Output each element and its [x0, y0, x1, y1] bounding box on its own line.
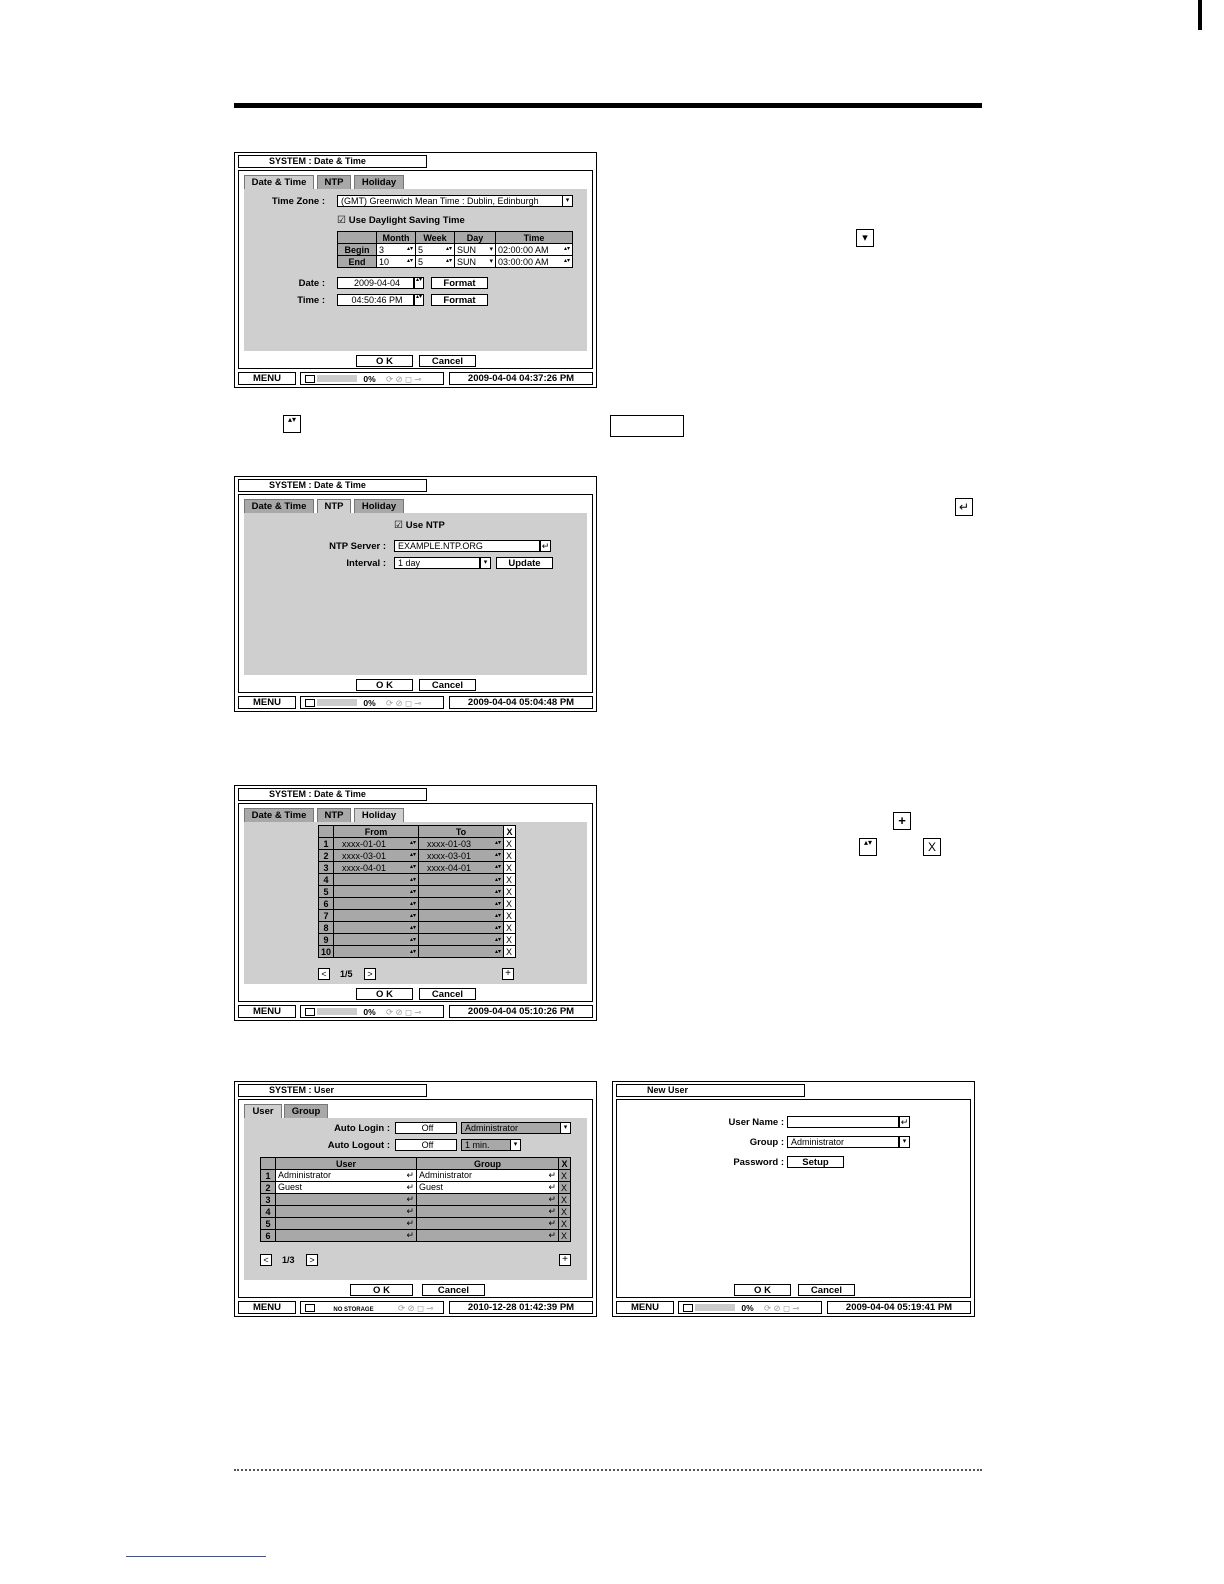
screen-user: [234, 1081, 597, 1317]
username-label: User Name :: [728, 1117, 784, 1128]
enter-icon: ↵: [548, 1170, 556, 1180]
from-field[interactable]: [334, 886, 419, 898]
time-format-button[interactable]: Format: [431, 294, 488, 306]
status-icons: ⟳ ⊘ ◻ ⊸: [386, 374, 422, 384]
from-field[interactable]: xxxx-01-01 ▴▾: [334, 838, 419, 850]
group-field[interactable]: Guest ↵: [417, 1182, 559, 1194]
from-field[interactable]: [334, 946, 419, 958]
spinner-icon: ▴▾: [494, 851, 502, 858]
window-title: SYSTEM : Date & Time: [238, 155, 427, 168]
delete-icon[interactable]: X: [559, 1206, 571, 1218]
delete-icon[interactable]: X: [559, 1230, 571, 1242]
window-frame: [238, 170, 593, 369]
user-field[interactable]: Administrator ↵: [276, 1170, 417, 1182]
window-frame: [238, 1099, 593, 1298]
spinner-icon: ▴▾: [409, 889, 417, 895]
footer-rule: [234, 1469, 982, 1471]
auto-logout-field[interactable]: Off: [395, 1139, 457, 1151]
hdd-icon: [305, 1304, 315, 1312]
status-bar: [238, 1005, 593, 1018]
timezone-select[interactable]: (GMT) Greenwich Mean Time : Dublin, Edinburgh: [337, 195, 563, 207]
ok-button[interactable]: O K: [734, 1284, 791, 1296]
window-frame: [616, 1099, 971, 1298]
date-label: Date :: [298, 278, 325, 289]
to-field[interactable]: xxxx-03-01 ▴▾: [419, 850, 504, 862]
from-field[interactable]: xxxx-03-01 ▴▾: [334, 850, 419, 862]
page-indicator: 1/5: [340, 969, 353, 979]
delete-icon[interactable]: X: [504, 874, 516, 886]
spinner-icon[interactable]: ▴▾: [414, 294, 424, 306]
delete-icon[interactable]: X: [559, 1218, 571, 1230]
ok-button[interactable]: O K: [356, 355, 413, 367]
spinner-icon: ▴▾: [494, 937, 502, 943]
hdd-usage: [678, 1301, 822, 1314]
spinner-icon: ▴▾: [494, 877, 502, 883]
corner-cell: [261, 1158, 276, 1170]
delete-icon[interactable]: X: [504, 910, 516, 922]
username-field[interactable]: [787, 1116, 899, 1128]
dst-week-field[interactable]: 5 ▴▾: [416, 256, 455, 268]
spinner-icon: ▴▾: [283, 415, 301, 433]
tab-holiday[interactable]: Holiday: [354, 175, 404, 189]
dst-checkbox[interactable]: [337, 215, 465, 226]
to-field[interactable]: [419, 874, 504, 886]
use-ntp-label: Use NTP: [405, 520, 445, 531]
enter-icon[interactable]: ↵: [900, 1117, 909, 1127]
spinner-icon: ▴▾: [409, 913, 417, 919]
tab-ntp[interactable]: NTP: [317, 175, 351, 189]
chevron-down-icon[interactable]: ▾: [489, 245, 493, 253]
status-bar: [616, 1301, 971, 1314]
chevron-down-icon[interactable]: ▾: [562, 195, 573, 207]
status-icons: ⟳ ⊘ ◻ ⊸: [386, 698, 422, 708]
col-delete: X: [504, 826, 516, 838]
tab-holiday[interactable]: Holiday: [354, 499, 404, 513]
spinner-icon: ▴▾: [409, 949, 417, 955]
group-field[interactable]: [417, 1194, 559, 1206]
group-field[interactable]: Administrator ↵: [417, 1170, 559, 1182]
to-field[interactable]: [419, 886, 504, 898]
checkbox-checked-icon: ☑: [337, 215, 346, 226]
status-bar: [238, 372, 593, 385]
spinner-icon[interactable]: ▴▾: [445, 257, 452, 264]
dst-day-select[interactable]: SUN ▾: [455, 256, 496, 268]
delete-icon[interactable]: X: [504, 946, 516, 958]
dst-header: Month: [377, 232, 416, 244]
auto-logout-label: Auto Logout :: [327, 1140, 390, 1151]
chevron-down-icon[interactable]: ▾: [899, 1136, 910, 1148]
table-row: 10 ▴▾ ▴▾ X: [319, 946, 516, 958]
spinner-icon: ▴▾: [409, 863, 417, 870]
spinner-icon[interactable]: ▴▾: [406, 245, 413, 252]
enter-icon: ↵: [406, 1206, 414, 1216]
to-field[interactable]: [419, 898, 504, 910]
screen-date-time: [234, 152, 597, 388]
col-user: User: [276, 1158, 417, 1170]
dst-corner: [338, 232, 377, 244]
checkbox-checked-icon: ☑: [394, 520, 403, 531]
table-row: 3 ↵ ↵ X: [261, 1194, 571, 1206]
hdd-usage: [300, 1005, 444, 1018]
password-label: Password :: [733, 1157, 784, 1168]
user-field[interactable]: [276, 1194, 417, 1206]
dst-header: Week: [416, 232, 455, 244]
dst-month-field[interactable]: 10 ▴▾: [377, 256, 416, 268]
cancel-button[interactable]: Cancel: [422, 1284, 485, 1296]
col-from: From: [334, 826, 419, 838]
user-field[interactable]: [276, 1230, 417, 1242]
clock: 2009-04-04 05:10:26 PM: [449, 1005, 593, 1018]
interval-select[interactable]: 1 day: [394, 557, 480, 569]
tab-holiday[interactable]: Holiday: [354, 808, 404, 822]
clock: 2009-04-04 05:19:41 PM: [827, 1301, 971, 1314]
spinner-icon: ▴▾: [409, 925, 417, 931]
delete-icon[interactable]: X: [504, 850, 516, 862]
ok-button[interactable]: O K: [356, 988, 413, 1000]
dst-time-field[interactable]: 02:00:00 AM ▴▾: [496, 244, 573, 256]
dst-header: Day: [455, 232, 496, 244]
chevron-down-icon[interactable]: ▾: [560, 1122, 571, 1134]
window-title: SYSTEM : User: [238, 1084, 427, 1097]
enter-icon: ↵: [548, 1218, 556, 1228]
table-row: 4 ▴▾ ▴▾ X: [319, 874, 516, 886]
delete-icon[interactable]: X: [559, 1170, 571, 1182]
col-group: Group: [417, 1158, 559, 1170]
spinner-icon: ▴▾: [494, 889, 502, 895]
enter-icon: ↵: [406, 1182, 414, 1192]
hdd-progress: [317, 1008, 357, 1015]
hdd-percent: 0%: [741, 1303, 754, 1313]
time-label: Time :: [297, 295, 325, 306]
page-edge-bar: [1198, 0, 1202, 30]
ntp-server-field[interactable]: EXAMPLE.NTP.ORG: [394, 540, 540, 552]
user-field[interactable]: Guest ↵: [276, 1182, 417, 1194]
spinner-icon: ▴▾: [409, 901, 417, 907]
hdd-progress: [317, 375, 357, 382]
enter-icon[interactable]: ↵: [541, 541, 550, 551]
dst-time-field[interactable]: 03:00:00 AM ▴▾: [496, 256, 573, 268]
cancel-button[interactable]: Cancel: [798, 1284, 855, 1296]
col-to: To: [419, 826, 504, 838]
ntp-server-label: NTP Server :: [329, 541, 386, 552]
menu-button[interactable]: MENU: [238, 696, 296, 709]
spinner-icon: ▴▾: [409, 877, 417, 883]
status-icons: ⟳ ⊘ ◻ ⊸: [386, 1007, 422, 1017]
from-field[interactable]: xxxx-04-01 ▴▾: [334, 862, 419, 874]
group-select[interactable]: Administrator: [787, 1136, 899, 1148]
corner-cell: [319, 826, 334, 838]
spinner-icon: ▴▾: [859, 838, 877, 856]
enter-icon: ↵: [548, 1182, 556, 1192]
table-row: 1 Administrator ↵ Administrator ↵ X: [261, 1170, 571, 1182]
spinner-icon: ▴▾: [494, 949, 502, 955]
to-field[interactable]: [419, 946, 504, 958]
update-button[interactable]: Update: [496, 557, 553, 569]
page-indicator: 1/3: [282, 1255, 295, 1265]
hdd-usage: [300, 696, 444, 709]
enter-icon: ↵: [955, 498, 973, 516]
chevron-down-icon[interactable]: ▾: [489, 257, 493, 265]
spinner-icon[interactable]: ▴▾: [563, 257, 570, 264]
table-row: 1 xxxx-01-01 ▴▾ xxxx-01-03 ▴▾ X: [319, 838, 516, 850]
table-row: 4 ↵ ↵ X: [261, 1206, 571, 1218]
spinner-icon: ▴▾: [409, 839, 417, 846]
tab-date-time[interactable]: Date & Time: [244, 175, 314, 189]
tab-panel: [244, 189, 587, 351]
delete-icon[interactable]: X: [504, 862, 516, 874]
cancel-button[interactable]: Cancel: [419, 355, 476, 367]
enter-icon: ↵: [548, 1230, 556, 1240]
spinner-icon: ▴▾: [409, 851, 417, 858]
screen-holiday: [234, 785, 597, 1021]
clock: 2009-04-04 05:04:48 PM: [449, 696, 593, 709]
add-icon[interactable]: +: [502, 968, 514, 980]
auto-logout-time-select[interactable]: 1 min.: [461, 1139, 511, 1151]
user-field[interactable]: [276, 1206, 417, 1218]
screen-ntp: [234, 476, 597, 712]
enter-icon: ↵: [548, 1206, 556, 1216]
dst-month-field[interactable]: 3 ▴▾: [377, 244, 416, 256]
chevron-down-icon: ▾: [856, 229, 874, 247]
clock: 2010-12-28 01:42:39 PM: [449, 1301, 593, 1314]
date-field[interactable]: 2009-04-04: [337, 277, 414, 289]
hdd-icon: [305, 375, 315, 383]
to-field[interactable]: [419, 922, 504, 934]
delete-icon[interactable]: X: [504, 934, 516, 946]
footer-link-underline: [126, 1556, 266, 1557]
tab-group[interactable]: Group: [284, 1104, 328, 1118]
user-field[interactable]: [276, 1218, 417, 1230]
status-icons: ⟳ ⊘ ◻ ⊸: [397, 1303, 434, 1313]
to-field[interactable]: [419, 910, 504, 922]
auto-login-field[interactable]: Off: [395, 1122, 457, 1134]
spinner-icon[interactable]: ▴▾: [563, 245, 570, 252]
use-ntp-checkbox[interactable]: [394, 520, 445, 531]
window-frame: [238, 494, 593, 693]
from-field[interactable]: [334, 934, 419, 946]
timezone-label: Time Zone :: [271, 196, 325, 207]
date-format-button[interactable]: Format: [431, 277, 488, 289]
hdd-percent: 0%: [363, 1007, 376, 1017]
menu-button[interactable]: MENU: [238, 372, 296, 385]
header-rule: [234, 103, 982, 108]
button-sample-icon: [610, 415, 684, 437]
table-row: 3 xxxx-04-01 ▴▾ xxxx-04-01 ▴▾ X: [319, 862, 516, 874]
group-field[interactable]: [417, 1218, 559, 1230]
tab-user[interactable]: User: [244, 1104, 282, 1118]
hdd-percent: 0%: [363, 698, 376, 708]
spinner-icon: ▴▾: [494, 839, 502, 846]
col-delete: X: [559, 1158, 571, 1170]
window-title: New User: [616, 1084, 805, 1097]
prev-page-icon[interactable]: <: [260, 1254, 272, 1266]
hdd-icon: [305, 1008, 315, 1016]
to-field[interactable]: xxxx-01-03 ▴▾: [419, 838, 504, 850]
status-bar: [238, 696, 593, 709]
table-row: 2 xxxx-03-01 ▴▾ xxxx-03-01 ▴▾ X: [319, 850, 516, 862]
menu-button[interactable]: MENU: [238, 1005, 296, 1018]
auto-login-group-select[interactable]: Administrator: [461, 1122, 561, 1134]
menu-button[interactable]: MENU: [616, 1301, 674, 1314]
hdd-icon: [683, 1304, 693, 1312]
prev-page-icon[interactable]: <: [318, 968, 330, 980]
from-field[interactable]: [334, 874, 419, 886]
table-row: 2 Guest ↵ Guest ↵ X: [261, 1182, 571, 1194]
enter-icon: ↵: [406, 1230, 414, 1240]
tab-panel: [244, 822, 587, 984]
to-field[interactable]: [419, 934, 504, 946]
add-icon: +: [893, 812, 911, 830]
next-page-icon[interactable]: >: [364, 968, 376, 980]
dst-label: Use Daylight Saving Time: [348, 215, 465, 226]
status-bar: [238, 1301, 593, 1314]
spinner-icon: ▴▾: [409, 937, 417, 943]
cancel-button[interactable]: Cancel: [419, 988, 476, 1000]
spinner-icon[interactable]: ▴▾: [414, 277, 424, 289]
tab-panel: [244, 513, 587, 675]
time-field[interactable]: 04:50:46 PM: [337, 294, 414, 306]
group-field[interactable]: [417, 1230, 559, 1242]
table-row: 7 ▴▾ ▴▾ X: [319, 910, 516, 922]
hdd-usage: [300, 372, 444, 385]
table-row: 5 ▴▾ ▴▾ X: [319, 886, 516, 898]
auto-login-label: Auto Login :: [334, 1123, 390, 1134]
spinner-icon: ▴▾: [494, 925, 502, 931]
enter-icon: ↵: [406, 1194, 414, 1204]
delete-icon: X: [923, 838, 941, 856]
hdd-progress: [317, 699, 357, 706]
tab-panel: [244, 1118, 587, 1280]
ok-button[interactable]: O K: [356, 679, 413, 691]
window-title: SYSTEM : Date & Time: [238, 788, 427, 801]
chevron-down-icon[interactable]: ▾: [510, 1139, 521, 1151]
clock: 2009-04-04 04:37:26 PM: [449, 372, 593, 385]
table-row: 5 ↵ ↵ X: [261, 1218, 571, 1230]
dst-day-select[interactable]: SUN ▾: [455, 244, 496, 256]
setup-button[interactable]: Setup: [787, 1156, 844, 1168]
spinner-icon: ▴▾: [494, 863, 502, 870]
group-label: Group :: [749, 1137, 784, 1148]
table-row: 6 ▴▾ ▴▾ X: [319, 898, 516, 910]
menu-button[interactable]: MENU: [238, 1301, 296, 1314]
from-field[interactable]: [334, 922, 419, 934]
screen-new-user: [612, 1081, 975, 1317]
tab-ntp[interactable]: NTP: [317, 808, 351, 822]
dst-header: Time: [496, 232, 573, 244]
tab-date-time[interactable]: Date & Time: [244, 499, 314, 513]
hdd-progress: [695, 1304, 735, 1311]
dst-row-label: Begin: [338, 244, 377, 256]
delete-icon[interactable]: X: [559, 1194, 571, 1206]
dst-week-field[interactable]: 5 ▴▾: [416, 244, 455, 256]
dst-table: [337, 231, 573, 268]
dst-row-label: End: [338, 256, 377, 268]
hdd-icon: [305, 699, 315, 707]
spinner-icon: ▴▾: [494, 913, 502, 919]
spinner-icon[interactable]: ▴▾: [406, 257, 413, 264]
delete-icon[interactable]: X: [504, 886, 516, 898]
table-row: 9 ▴▾ ▴▾ X: [319, 934, 516, 946]
spinner-icon[interactable]: ▴▾: [445, 245, 452, 252]
ok-button[interactable]: O K: [350, 1284, 413, 1296]
hdd-percent: 0%: [363, 374, 376, 384]
tab-ntp[interactable]: NTP: [317, 499, 351, 513]
enter-icon: ↵: [406, 1218, 414, 1228]
group-field[interactable]: [417, 1206, 559, 1218]
next-page-icon[interactable]: >: [306, 1254, 318, 1266]
spinner-icon: ▴▾: [494, 901, 502, 907]
hdd-usage: [300, 1301, 444, 1314]
from-field[interactable]: [334, 898, 419, 910]
window-title: SYSTEM : Date & Time: [238, 479, 427, 492]
status-icons: ⟳ ⊘ ◻ ⊸: [764, 1303, 800, 1313]
user-table: [260, 1157, 571, 1242]
to-field[interactable]: xxxx-04-01 ▴▾: [419, 862, 504, 874]
holiday-table: [318, 825, 516, 958]
table-row: 8 ▴▾ ▴▾ X: [319, 922, 516, 934]
table-row: 6 ↵ ↵ X: [261, 1230, 571, 1242]
cancel-button[interactable]: Cancel: [419, 679, 476, 691]
enter-icon: ↵: [406, 1170, 414, 1180]
chevron-down-icon[interactable]: ▾: [480, 557, 491, 569]
delete-icon[interactable]: X: [504, 898, 516, 910]
no-storage-label: NO STORAGE: [333, 1307, 374, 1313]
delete-icon[interactable]: X: [559, 1182, 571, 1194]
enter-icon: ↵: [548, 1194, 556, 1204]
tab-date-time[interactable]: Date & Time: [244, 808, 314, 822]
from-field[interactable]: [334, 910, 419, 922]
delete-icon[interactable]: X: [504, 838, 516, 850]
delete-icon[interactable]: X: [504, 922, 516, 934]
add-icon[interactable]: +: [559, 1254, 571, 1266]
interval-label: Interval :: [346, 558, 386, 569]
window-frame: [238, 803, 593, 1002]
